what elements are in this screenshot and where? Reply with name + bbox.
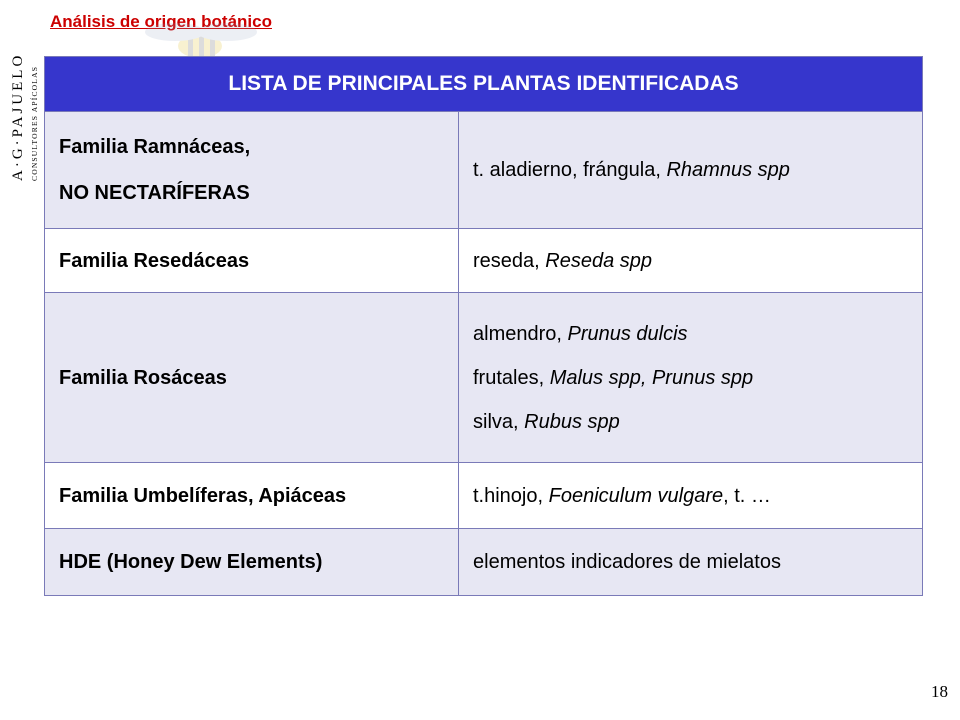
plants-cell: elementos indicadores de mielatos (459, 529, 923, 596)
table-row (45, 229, 923, 293)
plants-cell: t. aladierno, frángula, Rhamnus spp (459, 112, 923, 229)
plants-cell: t.hinojo, Foeniculum vulgare, t. … (459, 463, 923, 529)
section-title-link[interactable]: Análisis de origen botánico (50, 12, 272, 31)
plants-cell: almendro, Prunus dulcis frutales, Malus spp, Prunus spp silva, Rubus spp (459, 293, 923, 463)
plants-table (44, 56, 923, 596)
plants-cell: reseda, Reseda spp (459, 229, 923, 293)
logo-tagline: CONSULTORES APÍCOLAS (30, 65, 39, 181)
family-cell: Familia Umbelíferas, Apiáceas (45, 463, 459, 529)
family-cell: HDE (Honey Dew Elements) (45, 529, 459, 596)
table-row (45, 293, 923, 463)
family-cell: Familia Ramnáceas, NO NECTARÍFERAS (45, 112, 459, 229)
family-cell: Familia Rosáceas (45, 293, 459, 463)
page-number: 18 (931, 682, 948, 701)
table-row (45, 112, 923, 229)
logo-name: A·G·PAJUELO (10, 52, 26, 181)
table-row (45, 463, 923, 529)
company-logo (4, 16, 44, 186)
bee-logo-icon (4, 16, 44, 186)
table-row (45, 529, 923, 596)
family-cell: Familia Resedáceas (45, 229, 459, 293)
table-title: LISTA DE PRINCIPALES PLANTAS IDENTIFICADAS (45, 57, 923, 112)
